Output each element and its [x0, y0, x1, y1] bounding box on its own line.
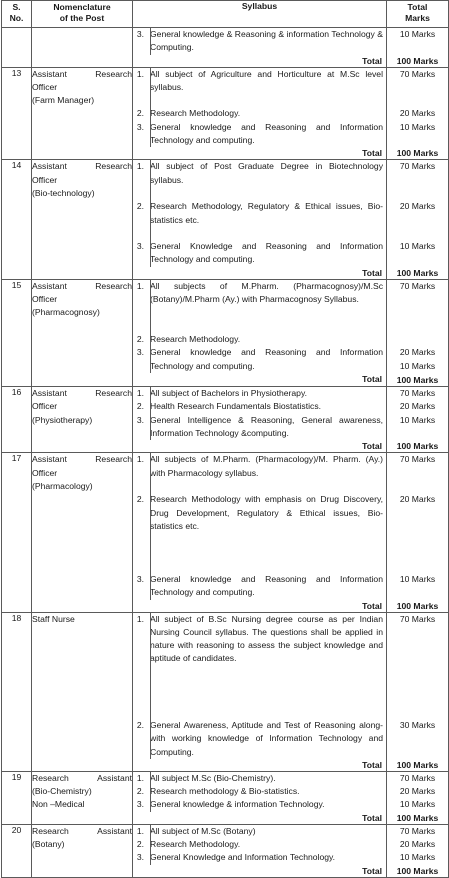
syllabus-item — [133, 387, 386, 400]
item-number: 2. — [136, 401, 144, 412]
syllabus-item — [133, 346, 386, 373]
post-name-line: Officer — [32, 467, 58, 478]
item-text: All subject of B.Sc Nursing degree course as per Indian Nursing Council syllabus. The questions shall be applied in nature with reasoning to assess the subject knowledge and aptitude of candidates. — [150, 613, 383, 664]
item-number: 1. — [136, 280, 144, 291]
post-name-line: Officer — [32, 294, 58, 305]
total-label: Total — [362, 865, 382, 876]
total-marks: 100 Marks — [396, 148, 439, 159]
table-row — [2, 453, 449, 612]
post-name — [32, 387, 133, 453]
item-marks: 70 Marks — [399, 280, 436, 291]
marks-cell — [387, 67, 449, 160]
header-serial-no: S. No. — [2, 1, 32, 28]
syllabus-item — [133, 280, 386, 307]
table-row — [2, 279, 449, 386]
syllabus-item — [133, 772, 386, 785]
total-marks: 100 Marks — [396, 759, 439, 770]
syllabus-cell — [133, 28, 387, 68]
post-name-line: Research Assistant — [32, 825, 132, 836]
item-marks: 10 Marks — [399, 573, 436, 584]
serial-number: 16 — [2, 387, 32, 453]
syllabus-cell — [133, 453, 387, 612]
post-name — [32, 612, 133, 771]
item-text: Research methodology & Bio-statistics. — [150, 786, 300, 797]
item-marks: 20 Marks — [399, 786, 436, 797]
item-number: 2. — [136, 839, 144, 850]
post-name-line: Officer — [32, 174, 58, 185]
post-name-line: Assistant Research — [32, 388, 132, 399]
table-row — [2, 824, 449, 877]
total-label: Total — [362, 373, 382, 384]
syllabus-table — [1, 0, 449, 878]
table-row — [2, 612, 449, 771]
post-name — [32, 824, 133, 877]
item-text: General knowledge & Reasoning & information Technology & Computing. — [150, 29, 383, 53]
syllabus-item — [133, 200, 386, 227]
table-row — [2, 67, 449, 160]
total-label: Total — [362, 267, 382, 278]
item-number: 1. — [136, 772, 144, 783]
syllabus-item — [133, 400, 386, 413]
table-row — [2, 28, 449, 68]
item-number: 2. — [136, 494, 144, 505]
total-label: Total — [362, 759, 382, 770]
syllabus-cell — [133, 160, 387, 279]
item-text: All subject of Agriculture and Horticulture at M.Sc level syllabus. — [150, 68, 383, 92]
serial-number: 19 — [2, 771, 32, 824]
item-number: 1. — [136, 161, 144, 172]
item-text: All subject of Post Graduate Degree in Biotechnology syllabus. — [150, 161, 383, 185]
post-name-line: (Pharmacognosy) — [32, 307, 100, 318]
item-marks: 10 Marks — [399, 414, 436, 425]
item-number: 3. — [136, 347, 144, 358]
item-number: 3. — [136, 121, 144, 132]
item-marks: 70 Marks — [399, 68, 436, 79]
post-name-line: (Botany) — [32, 839, 65, 850]
item-number: 2. — [136, 108, 144, 119]
item-number: 2. — [136, 201, 144, 212]
marks-cell — [387, 824, 449, 877]
item-marks: 70 Marks — [399, 454, 436, 465]
item-text: General Knowledge and Information Technology. — [150, 852, 336, 863]
table-row — [2, 387, 449, 453]
post-name-line: Officer — [32, 401, 58, 412]
table-row — [2, 771, 449, 824]
post-name-line: Non –Medical — [32, 799, 85, 810]
post-name — [32, 67, 133, 160]
item-marks: 70 Marks — [399, 388, 436, 399]
marks-cell — [387, 771, 449, 824]
item-marks: 10 Marks — [399, 360, 436, 371]
marks-cell — [387, 160, 449, 279]
post-name-line: (Pharmacology) — [32, 480, 93, 491]
item-marks: 20 Marks — [399, 201, 436, 212]
item-marks: 10 Marks — [399, 29, 436, 39]
item-text: General knowledge and Reasoning and Information Technology and computing. — [150, 347, 383, 371]
post-name-line: Assistant Research — [32, 280, 132, 291]
post-name — [32, 279, 133, 386]
table-header-row — [2, 1, 449, 28]
header-total-marks: Total Marks — [387, 1, 449, 28]
total-label: Total — [362, 812, 382, 823]
post-name-line: Assistant Research — [32, 454, 132, 465]
item-text: All subject of Bachelors in Physiotherapy. — [150, 388, 307, 399]
item-marks: 70 Marks — [399, 613, 436, 624]
marks-cell — [387, 279, 449, 386]
serial-number: 15 — [2, 279, 32, 386]
syllabus-cell — [133, 279, 387, 386]
total-marks: 100 Marks — [396, 441, 439, 452]
syllabus-cell — [133, 387, 387, 453]
item-marks: 70 Marks — [399, 772, 436, 783]
item-marks: 70 Marks — [399, 825, 436, 836]
header-syllabus: Syllabus — [133, 1, 387, 28]
item-marks: 20 Marks — [399, 494, 436, 505]
marks-cell — [387, 612, 449, 771]
item-number: 1. — [136, 613, 144, 624]
total-marks: 100 Marks — [396, 812, 439, 823]
syllabus-item — [133, 121, 386, 148]
syllabus-item — [133, 240, 386, 267]
syllabus-item — [133, 160, 386, 187]
item-number: 2. — [136, 333, 144, 344]
item-text: All subjects of M.Pharm. (Pharmacognosy)/M.Sc (Botany)/M.Pharm (Ay.) with Pharmacognosy Syllabus. — [150, 280, 383, 305]
total-marks: 100 Marks — [396, 865, 439, 876]
item-text: General Awareness, Aptitude and Test of Reasoning along-with working knowledge of Information Technology and Computing. — [150, 719, 383, 757]
syllabus-item — [133, 613, 386, 666]
total-label: Total — [362, 600, 382, 611]
syllabus-item — [133, 785, 386, 798]
item-marks: 20 Marks — [399, 108, 436, 119]
serial-number: 14 — [2, 160, 32, 279]
serial-number — [2, 28, 32, 68]
item-text: General knowledge & information Technology. — [150, 799, 325, 810]
item-text: Research Methodology with emphasis on Drug Discovery, Drug Development, Regulatory & Ethical issues, Bio-statistics etc. — [150, 494, 383, 531]
syllabus-item — [133, 68, 386, 95]
item-number: 3. — [136, 852, 144, 863]
syllabus-cell — [133, 771, 387, 824]
item-marks: 20 Marks — [399, 839, 436, 850]
item-text: General knowledge and Reasoning and Information Technology and computing. — [150, 573, 383, 598]
item-text: Research Methodology. — [150, 108, 241, 119]
syllabus-item — [133, 838, 386, 851]
post-name — [32, 453, 133, 612]
serial-number: 13 — [2, 67, 32, 160]
item-marks: 10 Marks — [399, 121, 436, 132]
serial-number: 20 — [2, 824, 32, 877]
item-marks: 70 Marks — [399, 161, 436, 172]
total-label: Total — [362, 148, 382, 159]
syllabus-item — [133, 28, 386, 55]
syllabus-item — [133, 493, 386, 533]
post-name-line: Research Assistant — [32, 772, 132, 783]
item-number: 3. — [136, 799, 144, 810]
item-number: 1. — [136, 388, 144, 399]
item-number: 3. — [136, 29, 144, 39]
item-text: All subject M.Sc (Bio-Chemistry). — [150, 772, 276, 783]
syllabus-item — [133, 573, 386, 600]
syllabus-item — [133, 414, 386, 441]
item-number: 3. — [136, 414, 144, 425]
item-text: Research Methodology. — [150, 333, 241, 344]
item-text: Research Methodology. — [150, 839, 241, 850]
item-number: 3. — [136, 573, 144, 584]
total-label: Total — [362, 441, 382, 452]
item-text: All subject of M.Sc (Botany) — [150, 825, 256, 836]
post-name — [32, 28, 133, 68]
item-text: All subjects of M.Pharm. (Pharmacology)/M. Pharm. (Ay.) with Pharmacology syllabus. — [150, 454, 383, 478]
item-number: 2. — [136, 719, 144, 730]
post-name-line: (Bio-Chemistry) — [32, 786, 92, 797]
item-text: General Knowledge and Reasoning and Information Technology and computing. — [150, 241, 383, 265]
item-marks: 20 Marks — [399, 401, 436, 412]
item-marks: 10 Marks — [399, 852, 436, 863]
post-name — [32, 160, 133, 279]
total-label: Total — [362, 55, 382, 66]
header-post-name: Nomenclature of the Post — [32, 1, 133, 28]
syllabus-item — [133, 825, 386, 838]
item-text: General knowledge and Reasoning and Information Technology and computing. — [150, 121, 383, 146]
post-name-line: Assistant Research — [32, 68, 132, 79]
table-row — [2, 160, 449, 279]
marks-cell — [387, 453, 449, 612]
syllabus-item — [133, 719, 386, 759]
item-marks: 20 Marks — [399, 347, 436, 358]
post-name-line: (Farm Manager) — [32, 95, 95, 106]
total-marks: 100 Marks — [396, 267, 439, 278]
syllabus-item — [133, 453, 386, 480]
syllabus-item — [133, 107, 386, 120]
item-number: 2. — [136, 786, 144, 797]
syllabus-cell — [133, 67, 387, 160]
item-marks: 10 Marks — [399, 799, 436, 810]
item-text: Health Research Fundamentals Biostatistics. — [150, 401, 321, 412]
item-number: 1. — [136, 454, 144, 465]
syllabus-item — [133, 851, 386, 864]
post-name — [32, 771, 133, 824]
item-number: 1. — [136, 68, 144, 79]
post-name-line: (Physiotherapy) — [32, 414, 93, 425]
item-marks: 30 Marks — [399, 719, 436, 730]
post-name-line: Staff Nurse — [32, 613, 75, 624]
item-number: 3. — [136, 241, 144, 252]
post-name-line: Officer — [32, 81, 58, 92]
syllabus-cell — [133, 612, 387, 771]
post-name-line: (Bio-technology) — [32, 187, 95, 198]
syllabus-cell — [133, 824, 387, 877]
marks-cell — [387, 28, 449, 68]
total-marks: 100 Marks — [396, 375, 439, 386]
total-marks: 100 Marks — [396, 600, 439, 611]
marks-cell — [387, 387, 449, 453]
total-marks: 100 Marks — [396, 55, 439, 66]
item-marks: 10 Marks — [399, 241, 436, 252]
syllabus-item — [133, 798, 386, 811]
item-text: Research Methodology, Regulatory & Ethical issues, Bio-statistics etc. — [150, 201, 383, 225]
serial-number: 17 — [2, 453, 32, 612]
item-number: 1. — [136, 825, 144, 836]
item-text: General Intelligence & Reasoning, General awareness, Information Technology &computing. — [150, 414, 383, 439]
syllabus-item — [133, 333, 386, 346]
serial-number: 18 — [2, 612, 32, 771]
post-name-line: Assistant Research — [32, 161, 132, 172]
